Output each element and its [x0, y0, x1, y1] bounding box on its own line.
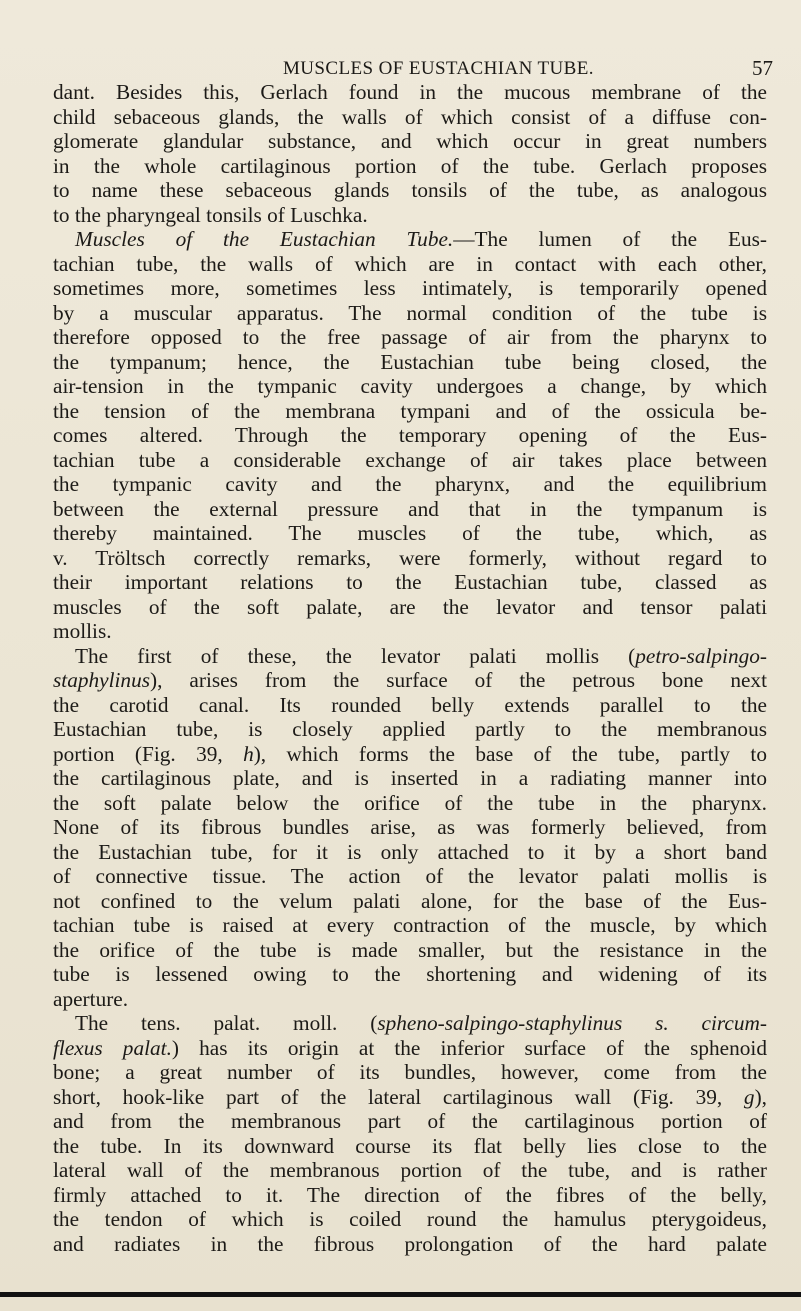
text-line	[53, 80, 767, 104]
line-text: to the pharyngeal tonsils of Luschka.	[53, 202, 368, 227]
line-text: mollis.	[53, 619, 112, 643]
text-line	[53, 1158, 767, 1182]
text-line	[53, 350, 767, 374]
italic-text: staphylinus	[53, 668, 151, 692]
line-text: ), which forms the base of the tube, partly to	[253, 741, 767, 766]
line-text: dant. Besides this, Gerlach found in the mucous membrane of the	[53, 80, 767, 104]
text-line	[75, 1011, 767, 1035]
line-text: of connective tissue. The action of the levator palati mollis is	[53, 864, 767, 888]
text-line	[53, 472, 767, 496]
line-text: short, hook-like part of the lateral cartilaginous wall (Fig. 39,	[53, 1084, 744, 1109]
bottom-rule	[0, 1292, 801, 1297]
line-text: ),	[754, 1084, 767, 1109]
text-line	[53, 374, 767, 398]
text-line	[53, 889, 767, 913]
line-text: to name these sebaceous glands tonsils of the tube, as analogous	[53, 178, 767, 202]
text-line	[53, 423, 767, 447]
line-text: and from the membranous part of the cartilaginous portion of	[53, 1109, 767, 1133]
text-line	[53, 938, 767, 962]
line-text: The tens. palat. moll. (	[75, 1011, 378, 1035]
line-text: the orifice of the tube is made smaller, but the resistance in the	[53, 937, 767, 962]
line-text: glomerate glandular substance, and which occur in great numbers	[53, 129, 767, 153]
line-text: the tympanum; hence, the Eustachian tube being closed, the	[53, 349, 767, 374]
text-line	[53, 178, 767, 202]
line-text: ), arises from the surface of the petrous bone next	[150, 668, 767, 692]
line-text: tube is lessened owing to the shortening and widening of its	[53, 962, 767, 986]
text-line	[53, 668, 767, 692]
line-text: therefore opposed to the free passage of air from the pharynx to	[53, 325, 767, 349]
text-line	[53, 301, 767, 325]
text-line	[53, 521, 767, 545]
line-text: the soft palate below the orifice of the tube in the pharynx.	[53, 790, 767, 815]
line-text: the tympanic cavity and the pharynx, and the equilibrium	[53, 472, 767, 496]
line-text: —The lumen of the Eus-	[453, 227, 767, 251]
line-text: the cartilaginous plate, and is inserted in a radiating manner into	[53, 766, 767, 790]
line-text: in the whole cartilaginous portion of the tube. Gerlach proposes	[53, 153, 767, 178]
line-text: aperture.	[53, 986, 129, 1011]
text-line	[53, 399, 767, 423]
text-line	[53, 1232, 767, 1256]
text-line	[53, 717, 767, 741]
text-line	[53, 1183, 767, 1207]
line-text: The first of these, the levator palati mollis (	[75, 643, 636, 668]
text-line	[53, 913, 767, 937]
line-text: the carotid canal. Its rounded belly extends parallel to the	[53, 692, 767, 717]
line-text: portion (Fig. 39,	[53, 741, 244, 766]
italic-text: spheno-salpingo-staphylinus s. circum-	[377, 1011, 767, 1035]
text-line	[53, 1085, 767, 1109]
text-line	[53, 693, 767, 717]
text-line	[53, 154, 767, 178]
line-text: Eustachian tube, is closely applied partly to the membranous	[53, 717, 767, 741]
text-line	[53, 742, 767, 766]
line-text: comes altered. Through the temporary opening of the Eus-	[53, 423, 767, 447]
line-text: ) has its origin at the inferior surface of the sphenoid	[171, 1035, 767, 1060]
running-head	[0, 58, 801, 82]
text-line	[53, 962, 767, 986]
line-text: between the external pressure and that in the tympanum is	[53, 496, 767, 521]
italic-text: g	[743, 1084, 755, 1109]
text-line	[53, 766, 767, 790]
line-text: muscles of the soft palate, are the levator and tensor palati	[53, 594, 767, 619]
text-line	[53, 1109, 767, 1133]
text-line	[53, 570, 767, 594]
line-text: firmly attached to it. The direction of the fibres of the belly,	[53, 1182, 767, 1207]
text-line	[53, 105, 767, 129]
text-line	[53, 1036, 767, 1060]
line-text: None of its fibrous bundles arise, as was formerly believed, from	[53, 815, 767, 839]
text-line	[75, 644, 767, 668]
italic-text: petro-salpingo-	[635, 643, 767, 668]
line-text: v. Tröltsch correctly remarks, were formerly, without regard to	[53, 545, 767, 570]
line-text: bone; a great number of its bundles, however, come from the	[53, 1060, 767, 1084]
line-text: thereby maintained. The muscles of the tube, which, as	[53, 521, 767, 545]
page-number: 57	[752, 56, 773, 80]
line-text: the Eustachian tube, for it is only attached to it by a short band	[53, 839, 767, 864]
line-text: the tube. In its downward course its flat belly lies close to the	[53, 1133, 767, 1158]
text-line	[53, 325, 767, 349]
text-line	[53, 276, 767, 300]
text-line	[53, 840, 767, 864]
text-line	[53, 791, 767, 815]
line-text: tachian tube is raised at every contraction of the muscle, by which	[53, 913, 767, 937]
text-line	[53, 987, 767, 1011]
text-line	[53, 129, 767, 153]
line-text: by a muscular apparatus. The normal condition of the tube is	[53, 300, 767, 325]
line-text: not confined to the velum palati alone, for the base of the Eus-	[53, 888, 767, 913]
line-text: child sebaceous glands, the walls of which consist of a diffuse con-	[53, 104, 767, 129]
line-text: sometimes more, sometimes less intimately, is temporarily opened	[53, 276, 767, 300]
italic-text: Muscles of the Eustachian Tube.	[75, 227, 454, 251]
line-text: lateral wall of the membranous portion of the tube, and is rather	[53, 1158, 767, 1182]
text-line	[53, 1207, 767, 1231]
text-line	[53, 203, 767, 227]
text-line	[53, 252, 767, 276]
line-text: the tendon of which is coiled round the hamulus pterygoideus,	[53, 1207, 767, 1231]
text-line	[53, 1060, 767, 1084]
text-line	[53, 815, 767, 839]
line-text: tachian tube a considerable exchange of air takes place between	[53, 447, 767, 472]
running-title: MUSCLES OF EUSTACHIAN TUBE.	[283, 58, 594, 79]
line-text: their important relations to the Eustachian tube, classed as	[53, 570, 767, 594]
text-line	[53, 497, 767, 521]
line-text: and radiates in the fibrous prolongation of the hard palate	[53, 1231, 767, 1256]
line-text: tachian tube, the walls of which are in contact with each other,	[53, 251, 767, 276]
text-line	[53, 595, 767, 619]
line-text: the tension of the membrana tympani and of the ossicula be-	[53, 398, 767, 423]
text-line	[53, 546, 767, 570]
text-line	[53, 619, 767, 643]
italic-text: h	[243, 741, 254, 766]
text-line	[53, 864, 767, 888]
text-line	[75, 227, 767, 251]
italic-text: flexus palat.	[53, 1035, 172, 1060]
line-text: air-tension in the tympanic cavity undergoes a change, by which	[53, 374, 767, 398]
text-line	[53, 448, 767, 472]
text-line	[53, 1134, 767, 1158]
